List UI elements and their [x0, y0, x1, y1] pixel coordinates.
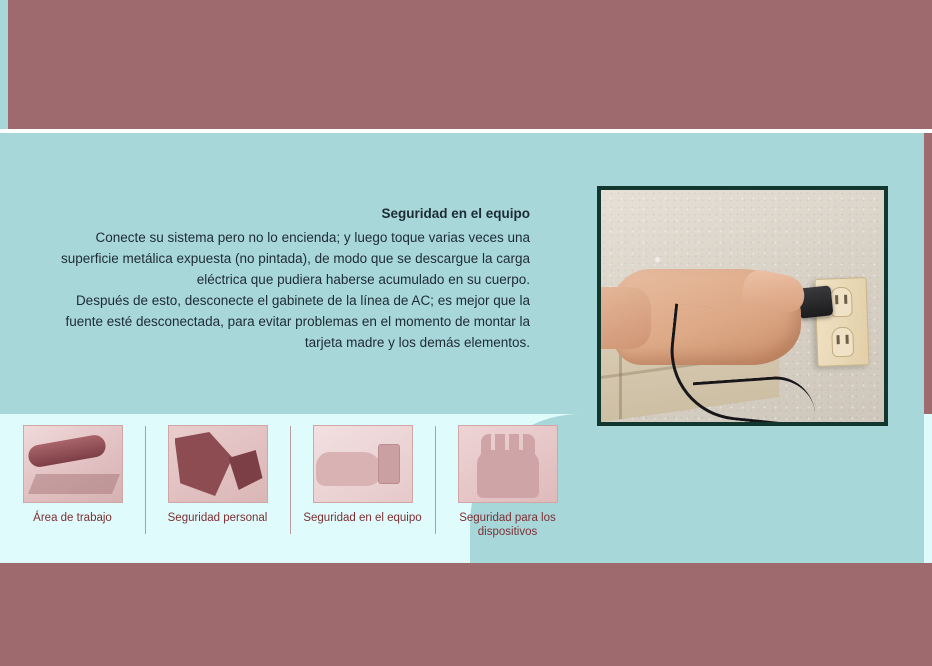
text-block: [60, 203, 530, 353]
slide-heading: Seguridad en el equipo: [381, 206, 530, 221]
thumbnail-caption: Seguridad personal: [167, 512, 268, 524]
rolled-antistatic-mat-thumb[interactable]: [23, 425, 123, 503]
thumbnail-caption: Seguridad en el equipo: [303, 512, 422, 524]
wrist: [601, 287, 651, 349]
bottom-bar: [0, 563, 932, 666]
socket-slot-left: [835, 295, 838, 304]
open-hand-thumb[interactable]: [458, 425, 558, 503]
outlet-socket-bottom: [831, 327, 854, 358]
thumbnail-item-seguridad-personal[interactable]: [145, 420, 290, 525]
thumb-art: [24, 426, 122, 502]
socket-slot-right: [844, 295, 847, 304]
thumb-art: [314, 426, 412, 502]
wrist-strap-thumb[interactable]: [168, 425, 268, 503]
socket-slot-left: [836, 335, 839, 344]
main-photo-frame: [597, 186, 888, 426]
thumb-art: [169, 426, 267, 502]
thumb-art: [459, 426, 557, 502]
paragraph-1: Conecte su sistema pero no lo encienda; y luego toque varias veces una superficie metálica expuesta (no pintada), de modo que se descargue la carga eléctrica que pudiera haberse acumulado en su cuerpo.: [60, 230, 530, 287]
thumbnail-list: [0, 420, 580, 550]
hand-outlet-thumb[interactable]: [313, 425, 413, 503]
thumbnail-caption: Área de trabajo: [33, 512, 112, 524]
thumbnail-caption: Seguridad para los dispositivos: [459, 512, 556, 538]
thumbnail-item-area-de-trabajo[interactable]: [0, 420, 145, 525]
thumbnail-item-seguridad-en-el-equipo[interactable]: [290, 420, 435, 525]
hand-unplugging-power-cord-photo: [601, 190, 884, 422]
paragraph-2: Después de esto, desconecte el gabinete de la línea de AC; es mejor que la fuente esté desconectada, para evitar problemas en el momento de montar la tarjeta madre y los demás elementos.: [65, 293, 530, 350]
socket-slot-right: [845, 335, 848, 344]
outlet-socket-top: [830, 287, 853, 318]
thumbnail-item-seguridad-para-los-dispositivos[interactable]: [435, 420, 580, 539]
